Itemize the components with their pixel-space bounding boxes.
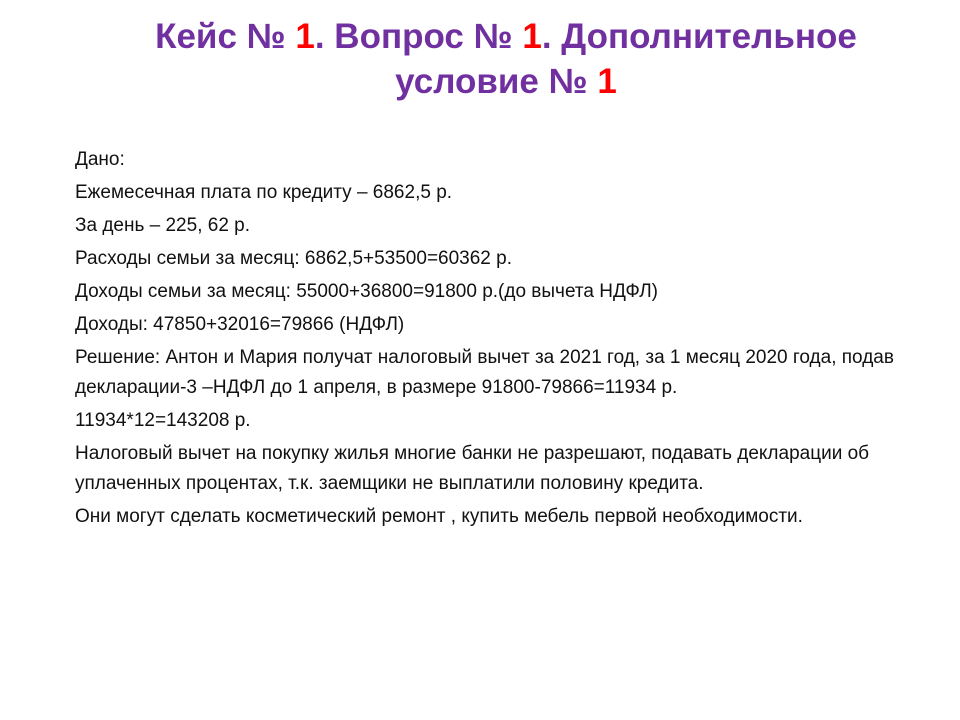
paragraph-daily-payment: За день – 225, 62 р. [75, 215, 251, 236]
title-text-condition: условие № [395, 62, 598, 101]
title-text-additional: . Дополнительное [541, 17, 857, 56]
paragraph-annual-calc: 11934*12=143208 р. [75, 410, 251, 431]
title-text-case: Кейс № [155, 17, 296, 56]
title-question-number: 1 [522, 17, 542, 56]
paragraph-recommendation: Они могут сделать косметический ремонт , купить мебель первой необходимости. [75, 506, 803, 527]
paragraph-given: Дано: [75, 149, 125, 170]
title-text-question: . Вопрос № [314, 17, 523, 56]
paragraph-family-income: Доходы семьи за месяц: 55000+36800=91800 р.(до вычета НДФЛ) [75, 281, 659, 302]
paragraph-monthly-payment: Ежемесечная плата по кредиту – 6862,5 р. [75, 182, 453, 203]
title-line-2 [100, 59, 912, 104]
paragraph-tax-deduction-note: Налоговый вычет на покупку жилья многие банки не разрешают, подавать декларации об уплаченных процентах, т.к. заемщики не выплатили половину кредита. [75, 443, 870, 494]
title-condition-number: 1 [597, 62, 617, 101]
title-case-number: 1 [295, 17, 315, 56]
paragraph-income-after-tax: Доходы: 47850+32016=79866 (НДФЛ) [75, 314, 405, 335]
slide-content [75, 145, 905, 535]
title-line-1 [100, 14, 912, 59]
paragraph-family-expenses: Расходы семьи за месяц: 6862,5+53500=60362 р. [75, 248, 512, 269]
paragraph-solution: Решение: Антон и Мария получат налоговый вычет за 2021 год, за 1 месяц 2020 года, подав декларации-3 –НДФЛ до 1 апреля, в размере 91800-79866=11934 р. [75, 347, 894, 398]
slide-title [100, 14, 912, 104]
